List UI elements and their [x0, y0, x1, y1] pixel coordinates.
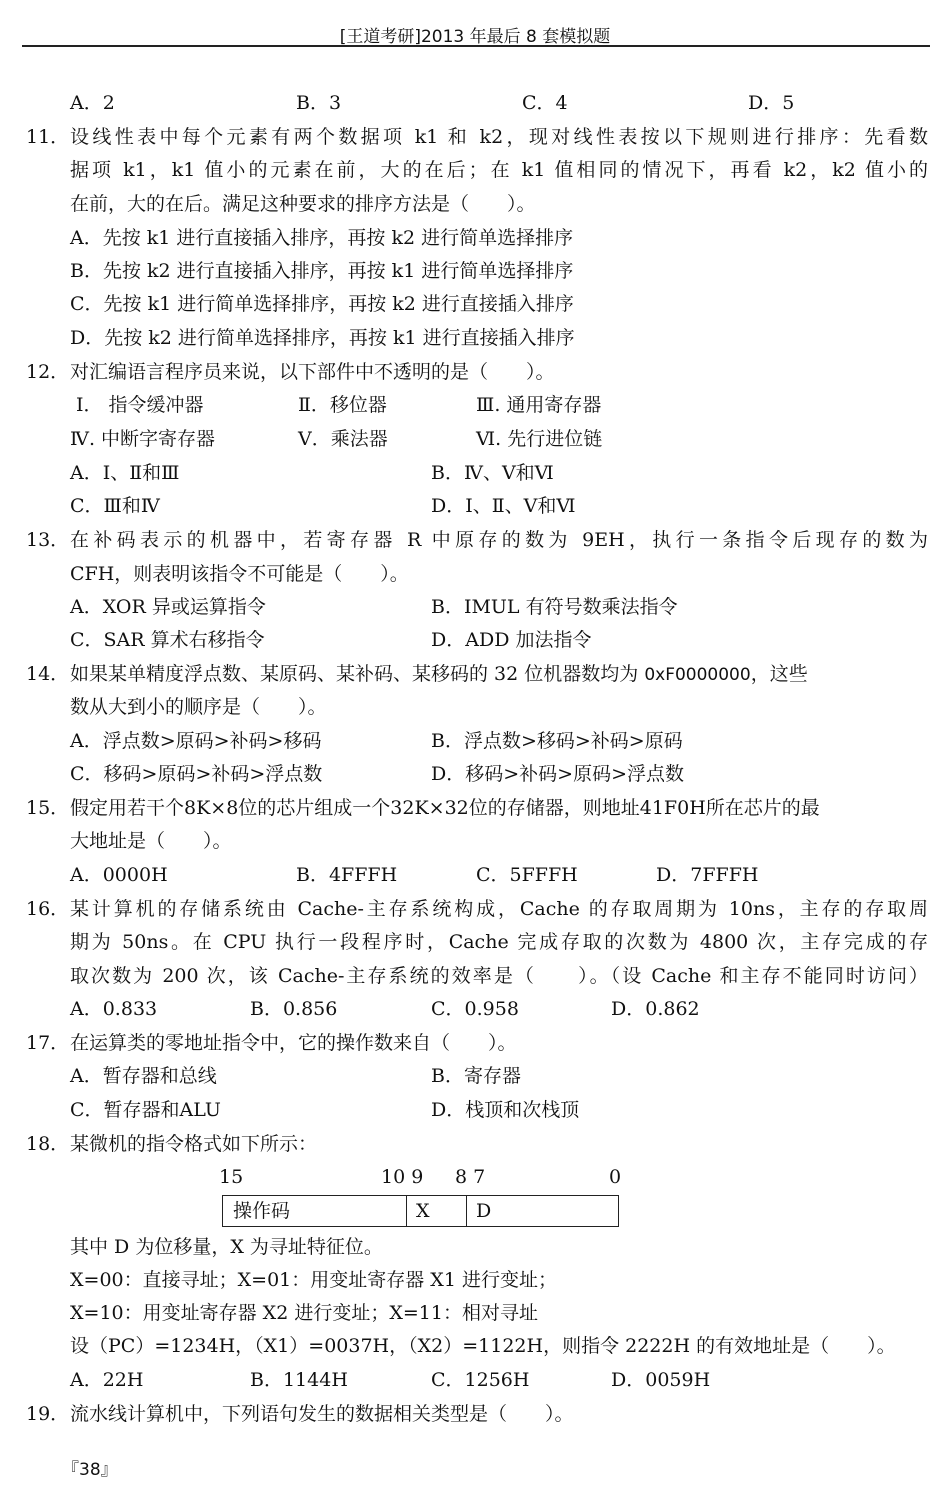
- question-text: 流水线计算机中，下列语句发生的数据相关类型是（ ）。: [70, 1403, 574, 1425]
- option-a: A．0000H: [70, 864, 168, 886]
- option-c: C．0.958: [431, 998, 519, 1020]
- option-c: C．暂存器和ALU: [70, 1099, 221, 1121]
- item-vi: Ⅵ. 先行进位链: [476, 428, 603, 450]
- option-b: B．1144H: [250, 1369, 348, 1391]
- question-text: 取次数为 200 次，该 Cache-主存系统的效率是（ ）。（设 Cache 和主存不能同时访问）: [70, 965, 929, 987]
- question-text: 某微机的指令格式如下所示：: [70, 1133, 318, 1155]
- option-d: D．ADD 加法指令: [431, 629, 592, 651]
- question-text: 在前，大的在后。满足这种要求的排序方法是（ ）。: [70, 193, 536, 215]
- bit-label-0: 0: [609, 1166, 622, 1188]
- item-v: Ⅴ．乘法器: [298, 428, 388, 450]
- option-b: B．4FFFH: [296, 864, 398, 886]
- option-a: A．Ⅰ、Ⅱ和Ⅲ: [70, 462, 180, 484]
- option-d: D．Ⅰ、Ⅱ、Ⅴ和Ⅵ: [431, 495, 576, 517]
- option-d: D．栈顶和次栈顶: [431, 1099, 580, 1121]
- option-a: A．XOR 异或运算指令: [70, 596, 266, 618]
- option-d: D．5: [748, 92, 795, 114]
- option-c: C．Ⅲ和Ⅳ: [70, 495, 160, 517]
- question-number: 19．: [26, 1403, 70, 1425]
- header-rule: [22, 45, 930, 47]
- question-number: 16．: [26, 898, 70, 920]
- option-d: D．移码>补码>原码>浮点数: [431, 763, 684, 785]
- instruction-format-table: [222, 1195, 619, 1227]
- option-c: C．4: [522, 92, 568, 114]
- question-text-part: 如果某单精度浮点数、某原码、某补码、某移码的 32 位机器数均为: [70, 663, 645, 685]
- question-number: 12．: [26, 361, 70, 383]
- item-ii: Ⅱ．移位器: [298, 394, 387, 416]
- bit-label-8-7: 8 7: [455, 1166, 486, 1188]
- question-number: 14．: [26, 663, 70, 685]
- question-text-part: ，这些: [750, 663, 808, 685]
- option-d: D．先按 k2 进行简单选择排序，再按 k1 进行直接插入排序: [70, 327, 575, 349]
- page-header-title: [王道考研]2013 年最后 8 套模拟题: [339, 27, 611, 47]
- question-number: 18．: [26, 1133, 70, 1155]
- field-x: X: [416, 1200, 430, 1222]
- option-c: C．先按 k1 进行简单选择排序，再按 k2 进行直接插入排序: [70, 293, 574, 315]
- field-opcode: 操作码: [233, 1200, 291, 1222]
- option-a: A．22H: [70, 1369, 144, 1391]
- option-a: A．浮点数>原码>补码>移码: [70, 730, 322, 752]
- question-text: 大地址是（ ）。: [70, 830, 232, 852]
- question-number: 17．: [26, 1032, 70, 1054]
- question-text: 假定用若干个8K×8位的芯片组成一个32K×32位的存储器，则地址41F0H所在芯片的最: [70, 797, 820, 819]
- question-text: X=00：直接寻址；X=01：用变址寄存器 X1 进行变址；: [70, 1269, 557, 1291]
- option-d: D．0059H: [611, 1369, 711, 1391]
- question-text: 在补码表示的机器中，若寄存器 R 中原存的数为 9EH，执行一条指令后现存的数为: [70, 529, 928, 551]
- question-text: X=10：用变址寄存器 X2 进行变址；X=11：相对寻址: [70, 1302, 538, 1324]
- question-text: 其中 D 为位移量，X 为寻址特征位。: [70, 1236, 383, 1258]
- option-b: B．0.856: [250, 998, 338, 1020]
- item-iii: Ⅲ. 通用寄存器: [476, 394, 602, 416]
- option-b: B．寄存器: [431, 1065, 521, 1087]
- bit-label-15: 15: [219, 1166, 244, 1188]
- option-a: A．先按 k1 进行直接插入排序，再按 k2 进行简单选择排序: [70, 227, 574, 249]
- hex-value: 0xF0000000: [644, 665, 751, 685]
- question-text: 在运算类的零地址指令中，它的操作数来自（ ）。: [70, 1032, 517, 1054]
- question-text: 数从大到小的顺序是（ ）。: [70, 696, 327, 718]
- option-b: B．先按 k2 进行直接插入排序，再按 k1 进行简单选择排序: [70, 260, 574, 282]
- option-d: D．7FFFH: [656, 864, 759, 886]
- question-number: 15．: [26, 797, 70, 819]
- option-c: C．5FFFH: [476, 864, 578, 886]
- option-b: B．浮点数>移码>补码>原码: [431, 730, 683, 752]
- question-text: CFH，则表明该指令不可能是（ ）。: [70, 563, 409, 585]
- question-text: 期为 50ns。在 CPU 执行一段程序时，Cache 完成存取的次数为 4800 次，主存完成的存: [70, 931, 928, 953]
- bit-label-10-9: 10 9: [381, 1166, 424, 1188]
- option-b: B．IMUL 有符号数乘法指令: [431, 596, 678, 618]
- question-text: 对汇编语言程序员来说，以下部件中不透明的是（ ）。: [70, 361, 555, 383]
- question-text: 某计算机的存储系统由 Cache-主存系统构成，Cache 的存取周期为 10ns，主存的存取周: [70, 898, 928, 920]
- question-text: 设（PC）=1234H，（X1）=0037H，（X2）=1122H，则指令 2222H 的有效地址是（ ）。: [70, 1335, 896, 1357]
- option-b: B．3: [296, 92, 342, 114]
- question-text: [70, 662, 808, 687]
- option-c: C．SAR 算术右移指令: [70, 629, 265, 651]
- question-number: 13．: [26, 529, 70, 551]
- item-iv: Ⅳ. 中断字寄存器: [70, 428, 216, 450]
- option-a: A．暂存器和总线: [70, 1065, 217, 1087]
- option-a: A．2: [70, 92, 115, 114]
- option-a: A．0.833: [70, 998, 158, 1020]
- field-d: D: [476, 1200, 492, 1222]
- question-number: 11．: [26, 126, 70, 148]
- question-text: 据项 k1，k1 值小的元素在前，大的在后；在 k1 值相同的情况下，再看 k2，k2 值小的: [70, 159, 928, 181]
- option-c: C．1256H: [431, 1369, 530, 1391]
- option-d: D．0.862: [611, 998, 700, 1020]
- page-number: 『38』: [62, 1460, 118, 1480]
- question-text: 设线性表中每个元素有两个数据项 k1 和 k2，现对线性表按以下规则进行排序：先看数: [70, 126, 928, 148]
- item-i: Ⅰ． 指令缓冲器: [76, 394, 204, 416]
- option-c: C．移码>原码>补码>浮点数: [70, 763, 323, 785]
- option-b: B．Ⅳ、Ⅴ和Ⅵ: [431, 462, 554, 484]
